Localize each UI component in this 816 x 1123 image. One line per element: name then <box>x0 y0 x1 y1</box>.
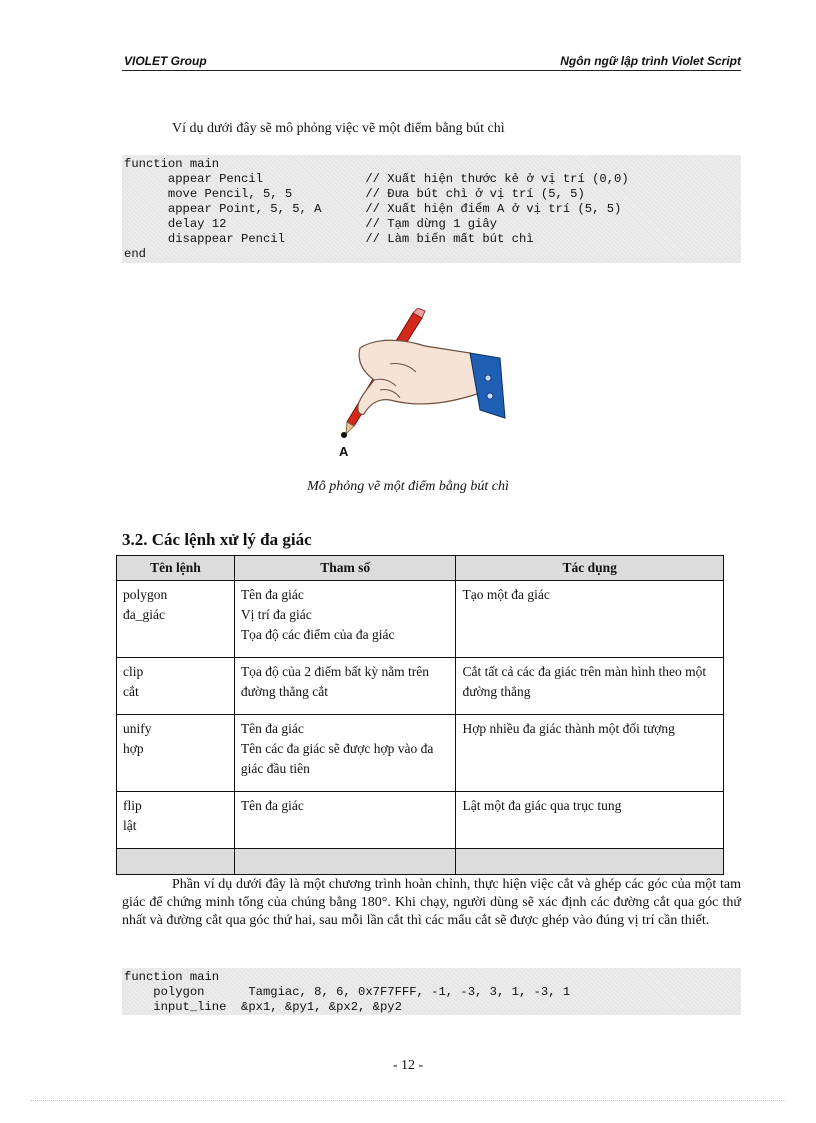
code-line: disappear Pencil // Làm biến mất bút chì <box>124 232 534 246</box>
cell-line: Tên các đa giác sẽ được hợp vào đa giác đầu tiên <box>240 741 434 776</box>
header-cell-params: Tham số <box>234 556 456 581</box>
cell-line: đa_giác <box>123 607 165 622</box>
pencil-hand-illustration <box>330 308 520 458</box>
code-line: input_line &px1, &py1, &px2, &py2 <box>124 1000 402 1014</box>
effect-cell <box>456 658 724 715</box>
cell-line: Tạo một đa giác <box>462 587 550 602</box>
page-header <box>122 54 741 71</box>
code-block-2 <box>122 968 741 1015</box>
code-line: polygon Tamgiac, 8, 6, 0x7F7FFF, -1, -3, 3, 1, -3, 1 <box>124 985 571 999</box>
header-cell-effect: Tác dụng <box>456 556 724 581</box>
code-line: end <box>124 247 146 261</box>
header-cell-name: Tên lệnh <box>117 556 235 581</box>
table-row <box>117 581 724 658</box>
header-right: Ngôn ngữ lập trình Violet Script <box>560 54 741 68</box>
cell-line: lật <box>123 818 137 833</box>
cell-line: Tên đa giác <box>240 798 304 813</box>
code-line: appear Pencil // Xuất hiện thước kẻ ở vị trí (0,0) <box>124 172 629 186</box>
table-empty-row <box>117 849 724 875</box>
sleeve-cuff-icon <box>470 353 505 418</box>
params-cell <box>234 658 456 715</box>
cell-line: flip <box>123 798 142 813</box>
cell-line: clip <box>123 664 144 679</box>
table-row <box>117 658 724 715</box>
code-line: function main <box>124 970 220 984</box>
cell-line: cắt <box>123 684 139 699</box>
effect-cell <box>456 715 724 792</box>
effect-cell <box>456 792 724 849</box>
cell-line: Tọa độ các điểm của đa giác <box>240 627 395 642</box>
command-cell <box>117 792 235 849</box>
table-row <box>117 715 724 792</box>
code-line: appear Point, 5, 5, A // Xuất hiện điểm A ở vị trí (5, 5) <box>124 202 622 216</box>
command-cell <box>117 715 235 792</box>
params-cell <box>234 792 456 849</box>
hand-icon <box>358 340 480 414</box>
figure-caption: Mô phỏng vẽ một điểm bằng bút chì <box>307 479 509 494</box>
table-row <box>117 792 724 849</box>
empty-cell <box>456 849 724 875</box>
code-line: function main <box>124 157 220 171</box>
cell-line: unify <box>123 721 152 736</box>
code-line: delay 12 // Tạm dừng 1 giây <box>124 217 497 231</box>
cell-line: Tọa độ của 2 điểm bất kỳ nằm trên đường thẳng cắt <box>240 664 430 699</box>
intro-text: Ví dụ dưới đây sẽ mô phỏng việc vẽ một điểm bằng bút chì <box>172 121 505 136</box>
page-number: - 12 - <box>392 1058 424 1073</box>
cell-line: polygon <box>123 587 168 602</box>
cell-line: hợp <box>123 741 144 756</box>
empty-cell <box>234 849 456 875</box>
command-cell <box>117 658 235 715</box>
cell-line: Vị trí đa giác <box>240 607 312 622</box>
body-paragraph: Phần ví dụ dưới đây là một chương trình hoàn chỉnh, thực hiện việc cắt và ghép các góc của một tam giác để chứng minh tổng của chúng bằng 180°. Khi chạy, người dùng sẽ xác định các đường cắt qua góc thứ nhất và đường cắt qua góc thứ hai, sau mỗi lần cắt thì các mẩu cắt sẽ được ghép vào đúng vị trí cần thiết. <box>122 877 741 928</box>
header-left: VIOLET Group <box>124 54 207 68</box>
cell-line: Lật một đa giác qua trục tung <box>462 798 622 813</box>
commands-table <box>116 555 724 875</box>
point-a-label: A <box>339 444 349 458</box>
code-block-1 <box>122 155 741 263</box>
cell-line: Tên đa giác <box>240 587 304 602</box>
cell-line: Hợp nhiều đa giác thành một đối tượng <box>462 721 675 736</box>
params-cell <box>234 581 456 658</box>
effect-cell <box>456 581 724 658</box>
empty-cell <box>117 849 235 875</box>
code-line: move Pencil, 5, 5 // Đưa bút chì ở vị trí (5, 5) <box>124 187 585 201</box>
bottom-divider <box>30 1100 786 1101</box>
point-a-dot <box>341 432 347 438</box>
params-cell <box>234 715 456 792</box>
section-title: 3.2. Các lệnh xử lý đa giác <box>122 530 312 549</box>
command-cell <box>117 581 235 658</box>
cell-line: Tên đa giác <box>240 721 304 736</box>
cell-line: Cắt tất cả các đa giác trên màn hình theo một đường thẳng <box>462 664 707 699</box>
